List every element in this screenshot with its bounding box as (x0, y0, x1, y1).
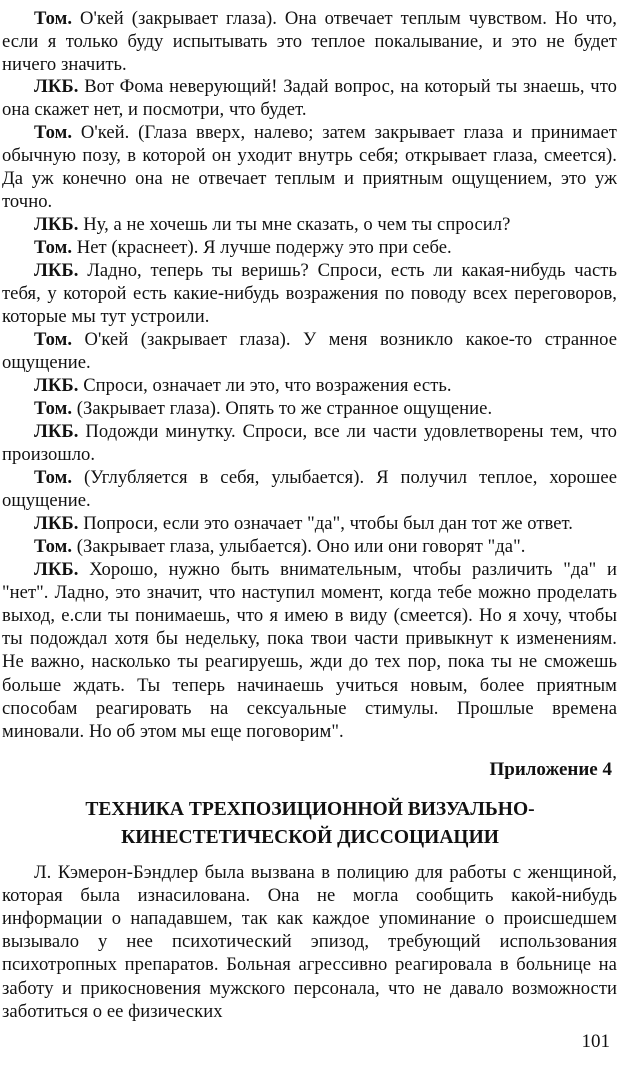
dialogue-text: Вот Фома неверующий! Задай вопрос, на который ты знаешь, что она скажет нет, и посмотри, что будет. (2, 75, 617, 120)
dialogue-paragraph (2, 7, 617, 77)
speaker-label: Том. (34, 7, 73, 29)
dialogue-paragraph (2, 236, 617, 259)
dialogue-text: (Углубляется в себя, улыбается). Я получил теплое, хорошее ощущение. (2, 466, 617, 511)
speaker-label: ЛКБ. (34, 75, 79, 97)
dialogue-text: О'кей (закрывает глаза). У меня возникло какое-то странное ощущение. (2, 328, 617, 373)
speaker-label: ЛКБ. (34, 374, 79, 396)
appendix-label: Приложение 4 (489, 759, 612, 780)
dialogue-text: Подожди минутку. Спроси, все ли части удовлетворены тем, что произошло. (2, 420, 617, 465)
dialogue-paragraph (2, 328, 617, 374)
dialogue-paragraph (2, 213, 617, 236)
dialogue-text: О'кей. (Глаза вверх, налево; затем закрывает глаза и принимает обычную позу, в которой он уходит внутрь себя; открывает глаза, смеется). Да уж конечно она не отвечает теплым и приятным ощущением, это уж точно. (2, 121, 617, 213)
dialogue-text: Попроси, если это означает "да", чтобы был дан тот же ответ. (83, 512, 574, 534)
speaker-label: ЛКБ. (34, 259, 79, 281)
dialogue-text: Ладно, теперь ты веришь? Спроси, есть ли какая-нибудь часть тебя, у которой есть какие-нибудь возражения по поводу всех переговоров, которые мы тут устроили. (2, 259, 617, 327)
dialogue-paragraph (2, 374, 617, 397)
speaker-label: ЛКБ. (34, 558, 79, 580)
dialogue-text: О'кей (закрывает глаза). Она отвечает теплым чувством. Но что, если я только буду испытывать это теплое покалывание, и это не будет ничего значить. (2, 7, 617, 75)
speaker-label: ЛКБ. (34, 512, 79, 534)
dialogue-paragraph (2, 397, 617, 420)
dialogue-text: (Закрывает глаза). Опять то же странное ощущение. (76, 397, 493, 419)
dialogue-text: (Закрывает глаза, улыбается). Оно или они говорят "да". (76, 535, 526, 557)
dialogue-paragraph (2, 75, 617, 121)
section-title-line: ТЕХНИКА ТРЕХПОЗИЦИОННОЙ ВИЗУАЛЬНО- (85, 799, 535, 820)
section-title (0, 796, 620, 851)
section-title-line: КИНЕСТЕТИЧЕСКОЙ ДИССОЦИАЦИИ (121, 826, 499, 848)
dialogue-paragraph (2, 512, 617, 535)
dialogue-text: Ну, а не хочешь ли ты мне сказать, о чем ты спросил? (83, 213, 511, 235)
speaker-label: Том. (34, 397, 73, 419)
speaker-label: Том. (34, 236, 73, 258)
page-number: 101 (581, 1031, 610, 1052)
dialogue-paragraph (2, 259, 617, 329)
dialogue-text: Нет (краснеет). Я лучше подержу это при себе. (76, 236, 452, 258)
dialogue-paragraph (2, 535, 617, 558)
body-paragraph: Л. Кэмерон-Бэндлер была вызвана в полицию для работы с женщиной, которая была изнасилована. Она не могла сообщить какой-нибудь информации о нападавшем, так как каждое упоминание о происшедшем вызывало у нее психотический эпизод, требующий использования психотропных препаратов. Больная агрессивно реагировала в больнице на заботу и прикосновения мужского персонала, что не давало возможности заботиться о ее физических (2, 861, 617, 1022)
speaker-label: ЛКБ. (34, 213, 79, 235)
dialogue-paragraph (2, 558, 617, 744)
dialogue-paragraph (2, 466, 617, 512)
dialogue-text: Спроси, означает ли это, что возражения есть. (83, 374, 452, 396)
dialogue-paragraph (2, 121, 617, 214)
speaker-label: Том. (34, 328, 73, 350)
speaker-label: ЛКБ. (34, 420, 79, 442)
speaker-label: Том. (34, 466, 73, 488)
dialogue-paragraph (2, 420, 617, 466)
speaker-label: Том. (34, 535, 73, 557)
dialogue-text: Хорошо, нужно быть внимательным, чтобы различить "да" и "нет". Ладно, это значит, что наступил момент, когда тебе можно проделать выход, е.сли ты понимаешь, что я имею в виду (смеется). Но я хочу, чтобы ты подождал хотя бы недельку, пока твои части привыкнут к изменениям. Не важно, насколько ты реагируешь, жди до тех пор, пока ты не сможешь больше ждать. Ты теперь начинаешь учиться новым, более приятным способам реагировать на сексуальные стимулы. Прошлые времена миновали. Но об этом мы еще поговорим". (2, 558, 617, 743)
speaker-label: Том. (34, 121, 73, 143)
